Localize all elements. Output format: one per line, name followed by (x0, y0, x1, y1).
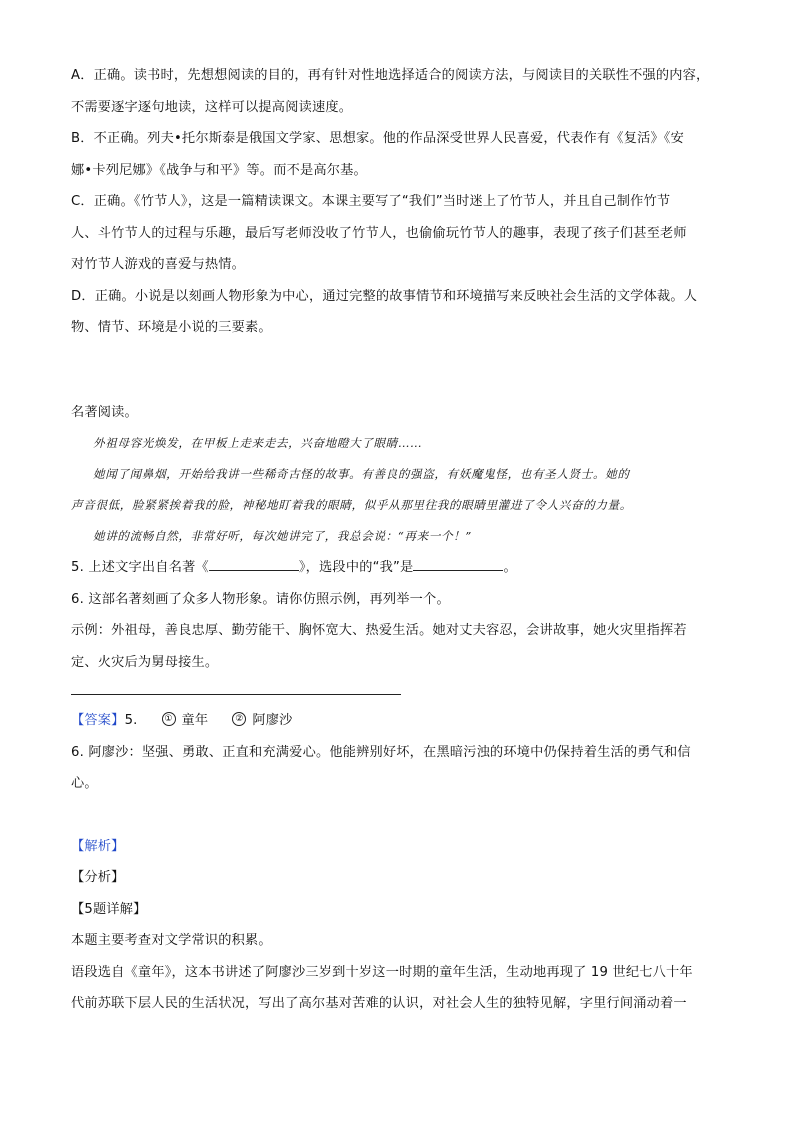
spacer (71, 800, 725, 831)
circled-one-icon: ① (162, 712, 176, 726)
option-b-line-2: 娜•卡列尼娜》《战争与和平》等。而不是高尔基。 (71, 162, 367, 178)
example-line-1: 示例：外祖母，善良忠厚、勤劳能干、胸怀宽大、热爱生活。她对丈夫容忍，会讲故事，她火灾里指挥若 (71, 623, 687, 638)
document-page (71, 60, 725, 1020)
analysis-line-1: 本题主要考查对文学常识的积累。 (71, 933, 272, 948)
analysis-section (71, 831, 725, 1020)
answer-blank-character (413, 556, 503, 571)
question-5 (71, 552, 725, 584)
answer-6-line-2: 心。 (71, 776, 98, 791)
detail-5-tag: 【5题详解】 (71, 901, 147, 917)
example-line-2: 定、火灾后为舅母接生。 (71, 654, 219, 670)
excerpt-paragraph-1: 外祖母容光焕发，在甲板上走来走去，兴奋地瞪大了眼睛…… (93, 436, 423, 450)
answer-section (71, 705, 725, 800)
answer-number: 5. (124, 713, 138, 728)
divider (71, 694, 401, 695)
answer-2: 阿廖沙 (252, 713, 293, 728)
question-5-prefix: 5. 上述文字出自名著《 (71, 560, 209, 575)
answer-blank-book (209, 556, 299, 571)
analysis-line-3: 代前苏联下层人民的生活状况，写出了高尔基对苦难的认识，对社会人生的独特见解，字里行间涌动着一 (71, 996, 687, 1011)
option-d-line-1: D．正确。小说是以刻画人物形象为中心，通过完整的故事情节和环境描写来反映社会生活的文学体裁。人 (71, 288, 698, 304)
option-b-line-1: B．不正确。列夫•托尔斯泰是俄国文学家、思想家。他的作品深受世界人民喜爱，代表作有《复活》《安 (71, 131, 685, 146)
questions-section (71, 552, 725, 678)
answer-1: 童年 (181, 713, 209, 728)
question-5-suffix: 。 (503, 560, 517, 575)
answer-6-line-1: 6. 阿廖沙：坚强、勇敢、正直和充满爱心。他能辨别好坏，在黑暗污浊的环境中仍保持着生活的勇气和信 (71, 744, 691, 760)
excerpt-paragraph-3: 她讲的流畅自然，非常好听，每次她讲完了，我总会说：“再来一个！” (93, 529, 472, 543)
option-a-line-1: A．正确。读书时，先想想阅读的目的，再有针对性地选择适合的阅读方法，与阅读目的关联性不强的内容， (71, 68, 710, 83)
option-a-line-2: 不需要逐字逐句地读，这样可以提高阅读速度。 (71, 99, 353, 115)
answer-tag: 【答案】 (71, 713, 125, 728)
reading-heading: 名著阅读。 (71, 404, 138, 420)
circled-two-icon: ② (232, 712, 246, 726)
options-section (71, 60, 725, 344)
reading-section (71, 397, 725, 553)
option-c-line-3: 对竹节人游戏的喜爱与热情。 (71, 257, 246, 272)
option-c-line-2: 人、斗竹节人的过程与乐趣，最后写老师没收了竹节人，也偷偷玩竹节人的趣事，表现了孩子们甚至老师 (71, 225, 687, 241)
option-c-line-1: C．正确。《竹节人》，这是一篇精读课文。本课主要写了“我们”当时迷上了竹节人，并且自己制作竹节 (71, 194, 671, 209)
option-d-line-2: 物、情节、环境是小说的三要素。 (71, 320, 272, 335)
question-5-middle: 》，选段中的“我”是 (298, 560, 414, 575)
spacer (71, 344, 725, 397)
excerpt-paragraph-2-line-2: 声音很低，脸紧紧挨着我的脸，神秘地盯着我的眼睛，似乎从那里往我的眼睛里灌进了令人兴奋的力量。 (71, 498, 632, 512)
analysis-line-2: 语段选自《童年》，这本书讲述了阿廖沙三岁到十岁这一时期的童年生活，生动地再现了 19 世纪七八十年 (71, 964, 693, 980)
fenxi-tag: 【分析】 (71, 870, 125, 885)
analysis-tag: 【解析】 (71, 838, 125, 854)
question-6: 6. 这部名著刻画了众多人物形象。请你仿照示例，再列举一个。 (71, 591, 450, 607)
answer-line-5 (71, 705, 725, 737)
excerpt-paragraph-2-line-1: 她闻了闻鼻烟，开始给我讲一些稀奇古怪的故事。有善良的强盗，有妖魔鬼怪，也有圣人贤士。她的 (93, 467, 630, 481)
